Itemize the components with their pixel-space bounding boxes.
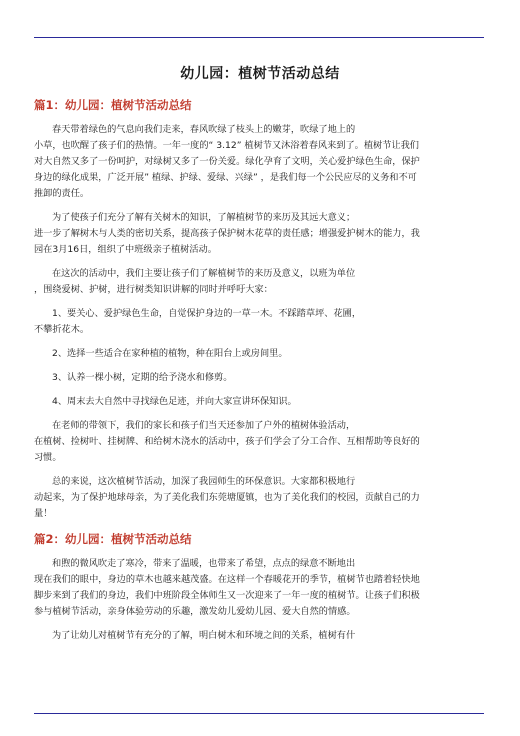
document-body [34,96,484,652]
text-line: 对大自然又多了一份呵护，对绿树又多了一份关爱。绿化孕育了文明，关心爱护绿色生命，保护 [34,156,420,167]
paragraph [34,474,484,522]
text-line: ，围绕爱树、护树，进行树类知识讲解的同时并呼吁大家： [34,284,273,295]
text-line: 现在我们的眼中，身边的草木也越来越茂盛。在这样一个春暖花开的季节，植树节也踏着轻快地 [34,574,420,585]
text-line: 春天带着绿色的气息向我们走来，春风吹绿了枝头上的嫩芽，吹绿了地上的 [52,124,356,135]
paragraph [34,346,484,362]
text-line: 4、周末去大自然中寻找绿色足迹，并向大家宣讲环保知识。 [52,396,297,407]
document-title: 幼儿园：植树节活动总结 [180,66,340,82]
text-line: 为了使孩子们充分了解有关树木的知识，了解植树节的来历及其远大意义； [52,212,356,223]
text-line: 在植树、捡树叶、挂树牌、和给树木浇水的活动中，孩子们学会了分工合作、互相帮助等良好的 [34,436,420,447]
paragraph [34,370,484,386]
paragraph [34,418,484,466]
paragraph [34,306,484,338]
text-line: 动起来，为了保护地球母亲，为了美化我们东莞塘厦镇，也为了美化我们的校园，贡献自己的力 [34,492,420,503]
section-heading: 篇1：幼儿园：植树节活动总结 [34,98,192,112]
text-line: 推卸的责任。 [34,188,90,199]
paragraph [34,210,484,258]
text-line: 脚步来到了我们的身边，我们中班阶段全体师生又一次迎来了一年一度的植树节。让孩子们积极 [34,590,420,601]
text-line: 在老师的带领下，我们的家长和孩子们当天还参加了户外的植树体验活动， [52,420,356,431]
text-line: 1、要关心、爱护绿色生命，自觉保护身边的一草一木。不踩踏草坪、花圃， [52,308,362,319]
text-line: 和煦的微风吹走了寒冷，带来了温暖，也带来了希望，点点的绿意不断地出 [52,558,356,569]
text-line: 总的来说，这次植树节活动，加深了我园师生的环保意识。大家都积极地行 [52,476,356,487]
paragraph [34,556,484,620]
text-line: 在这次的活动中，我们主要让孩子们了解植树节的来历及意义，以班为单位 [52,268,356,279]
top-rule [34,37,484,38]
text-line: 不攀折花木。 [34,324,90,335]
text-line: 2、选择一些适合在家种植的植物，种在阳台上或房间里。 [52,348,288,359]
text-line: 为了让幼儿对植树节有充分的了解，明白树木和环境之间的关系，植树有什 [52,630,356,641]
text-line: 量！ [34,508,53,519]
section-heading: 篇2：幼儿园：植树节活动总结 [34,532,192,546]
text-line: 进一步了解树木与人类的密切关系，提高孩子保护树木花草的责任感；增强爱护树木的能力，我 [34,228,420,239]
paragraph [34,394,484,410]
text-line: 3、认养一棵小树，定期的给予浇水和修剪。 [52,372,233,383]
text-line: 参与植树节活动，亲身体验劳动的乐趣，激发幼儿爱幼儿园、爱大自然的情感。 [34,606,356,617]
bottom-rule [34,713,484,714]
paragraph [34,122,484,202]
text-line: 小草，也吹醒了孩子们的热情。一年一度的“ 3.12” 植树节又沐浴着春风来到了。植树节让我们 [34,140,419,151]
text-line: 习惯。 [34,452,62,463]
text-line: 身边的绿化成果，广泛开展” 植绿、护绿、爱绿、兴绿” ，是我们每一个公民应尽的义务和不可 [34,172,417,183]
paragraph [34,266,484,298]
paragraph [34,628,484,644]
text-line: 园在3月16日，组织了中班级亲子植树活动。 [34,244,217,255]
